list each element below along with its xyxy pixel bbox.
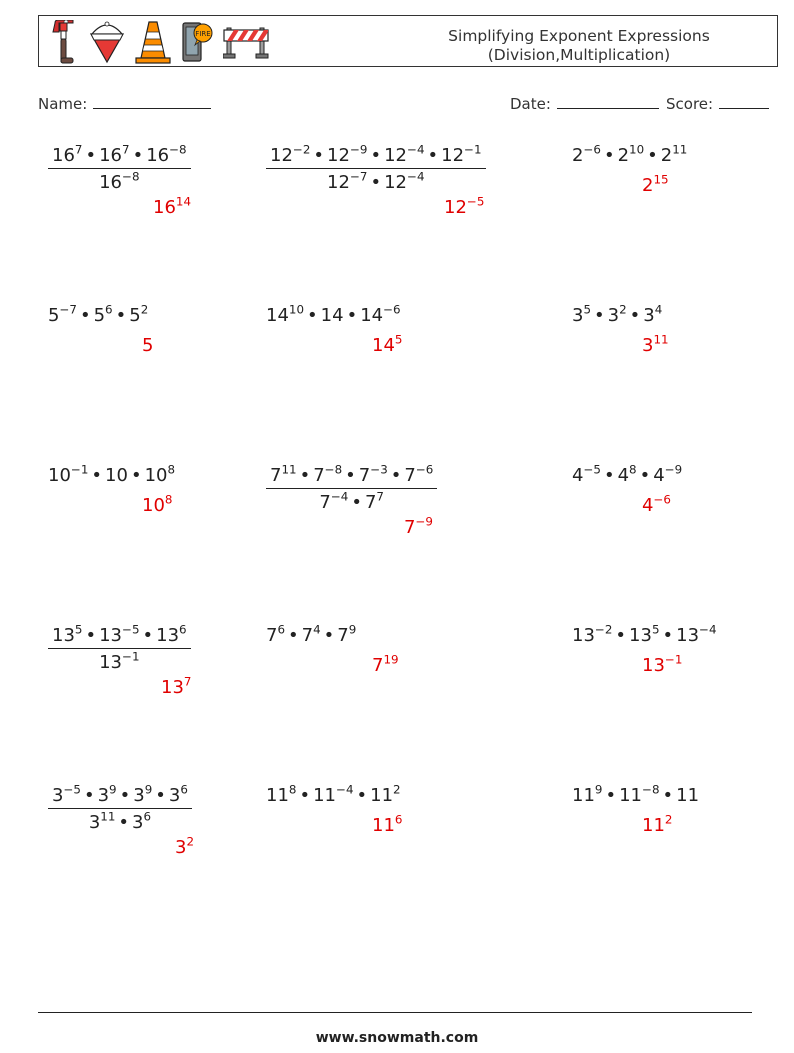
term-base: 3 — [132, 812, 144, 833]
term-base: 11 — [676, 785, 700, 806]
term-base: 13 — [642, 655, 665, 676]
term-exponent: −1 — [664, 652, 683, 667]
term-exponent: 2 — [186, 834, 195, 849]
header-icons — [49, 20, 269, 64]
term-base: 13 — [99, 652, 122, 673]
term-base: 3 — [175, 837, 187, 858]
term-base: 7 — [270, 465, 282, 486]
fire-badge-text: FIRE — [195, 30, 211, 38]
multiply-dot: • — [603, 465, 615, 486]
term-exponent: 14 — [175, 194, 192, 209]
multiply-dot: • — [615, 625, 627, 646]
term-base: 7 — [404, 465, 416, 486]
answer-12 — [642, 652, 683, 676]
answer-8 — [404, 514, 433, 538]
answer-11 — [372, 652, 399, 676]
term-exponent: −9 — [349, 142, 368, 157]
term-exponent: 8 — [629, 462, 637, 477]
term-base: 2 — [660, 145, 673, 166]
term-base: 3 — [643, 305, 655, 326]
multiply-dot: • — [79, 305, 91, 326]
fraction — [266, 142, 486, 193]
date-field[interactable] — [510, 94, 659, 113]
term-base: 13 — [676, 625, 700, 646]
footer-divider — [38, 1012, 752, 1013]
problem-3 — [572, 142, 688, 166]
term-base: 5 — [93, 305, 106, 326]
term-base: 11 — [370, 785, 394, 806]
term-base: 12 — [384, 172, 407, 193]
multiply-dot: • — [345, 465, 356, 486]
term-base: 14 — [372, 335, 395, 356]
answer-1 — [153, 194, 192, 218]
multiply-dot: • — [299, 785, 311, 806]
answer-7 — [142, 492, 173, 516]
term-base: 3 — [168, 785, 181, 806]
term-base: 7 — [301, 625, 314, 646]
term-exponent: 5 — [583, 302, 592, 317]
multiply-dot: • — [115, 305, 127, 326]
term-exponent: −7 — [349, 169, 368, 184]
problem-6 — [572, 302, 663, 326]
term-base: 5 — [129, 305, 141, 326]
term-base: 5 — [142, 335, 154, 356]
term-base: 7 — [313, 465, 325, 486]
term-exponent: 8 — [288, 782, 297, 797]
expression — [266, 302, 401, 326]
denominator — [48, 169, 191, 193]
term-exponent: −4 — [330, 489, 349, 504]
term-base: 10 — [105, 465, 128, 486]
term-exponent: −5 — [583, 462, 601, 477]
expression — [266, 782, 401, 806]
fraction — [266, 462, 437, 513]
term-base: 3 — [52, 785, 64, 806]
term-exponent: −2 — [292, 142, 311, 157]
term-base: 10 — [144, 465, 168, 486]
term-base: 12 — [441, 145, 465, 166]
multiply-dot: • — [85, 625, 97, 646]
term-exponent: 6 — [105, 302, 113, 317]
multiply-dot: • — [307, 305, 318, 326]
term-base: 12 — [444, 197, 467, 218]
answer-4 — [142, 335, 153, 356]
multiply-dot: • — [427, 145, 439, 166]
term-exponent: 4 — [654, 302, 663, 317]
term-exponent: −5 — [466, 194, 485, 209]
term-base: 11 — [266, 785, 289, 806]
score-label: Score: — [666, 95, 714, 113]
term-exponent: −8 — [169, 142, 187, 157]
term-exponent: −8 — [642, 782, 660, 797]
term-exponent: 5 — [394, 332, 403, 347]
term-exponent: −2 — [594, 622, 613, 637]
term-base: 16 — [99, 172, 122, 193]
term-base: 11 — [572, 785, 595, 806]
multiply-dot: • — [639, 465, 651, 486]
term-exponent: −5 — [63, 782, 81, 797]
score-blank[interactable] — [719, 94, 769, 109]
fire-axe-icon — [49, 20, 79, 64]
expression — [572, 782, 700, 806]
multiply-dot: • — [662, 625, 674, 646]
problem-5 — [266, 302, 401, 326]
answer-3 — [642, 172, 669, 196]
term-exponent: 11 — [653, 332, 669, 347]
term-base: 7 — [358, 465, 371, 486]
term-base: 7 — [266, 625, 278, 646]
expression — [48, 462, 176, 486]
term-base: 13 — [629, 625, 652, 646]
score-field[interactable] — [666, 94, 769, 113]
term-base: 5 — [48, 305, 60, 326]
problem-9 — [572, 462, 683, 486]
term-exponent: 9 — [594, 782, 603, 797]
problem-13 — [48, 782, 192, 833]
term-base: 16 — [99, 145, 122, 166]
date-label: Date: — [510, 95, 551, 113]
multiply-dot: • — [83, 785, 95, 806]
term-base: 7 — [372, 655, 384, 676]
term-exponent: 9 — [144, 782, 153, 797]
term-exponent: 2 — [393, 782, 401, 797]
term-exponent: −6 — [383, 302, 401, 317]
multiply-dot: • — [119, 785, 131, 806]
term-exponent: 8 — [164, 492, 173, 507]
title-line-1: Simplifying Exponent Expressions — [448, 27, 710, 45]
term-exponent: −6 — [653, 492, 671, 507]
name-label: Name: — [38, 95, 88, 113]
multiply-dot: • — [605, 785, 617, 806]
term-exponent: 11 — [100, 809, 116, 824]
term-base: 14 — [320, 305, 344, 326]
fire-bucket-icon — [89, 20, 125, 64]
term-base: 13 — [161, 677, 184, 698]
answer-13 — [175, 834, 195, 858]
term-exponent: 9 — [109, 782, 117, 797]
expression — [266, 622, 357, 646]
term-base: 4 — [642, 495, 654, 516]
term-exponent: −7 — [59, 302, 77, 317]
term-base: 2 — [572, 145, 584, 166]
term-exponent: 7 — [74, 142, 83, 157]
traffic-cone-icon — [135, 20, 171, 64]
denominator — [48, 809, 192, 833]
term-base: 16 — [153, 197, 176, 218]
expression — [572, 142, 688, 166]
multiply-dot: • — [390, 465, 402, 486]
term-exponent: 10 — [629, 142, 645, 157]
term-base: 16 — [52, 145, 75, 166]
multiply-dot: • — [85, 145, 97, 166]
problem-10 — [48, 622, 191, 673]
term-base: 10 — [142, 495, 165, 516]
expression — [572, 462, 683, 486]
name-blank[interactable] — [93, 94, 211, 109]
term-exponent: 6 — [179, 622, 187, 637]
term-exponent: −4 — [407, 169, 425, 184]
term-base: 7 — [404, 517, 416, 538]
term-base: 7 — [337, 625, 349, 646]
problem-12 — [572, 622, 717, 646]
worksheet-title — [379, 27, 779, 65]
title-line-2: (Division,Multiplication) — [487, 46, 671, 64]
term-exponent: 6 — [143, 809, 152, 824]
term-exponent: −9 — [664, 462, 683, 477]
term-base: 12 — [327, 172, 350, 193]
multiply-dot: • — [118, 812, 130, 833]
term-exponent: 5 — [651, 622, 660, 637]
multiply-dot: • — [299, 465, 311, 486]
multiply-dot: • — [132, 145, 144, 166]
numerator — [48, 142, 191, 169]
answer-5 — [372, 332, 403, 356]
fraction — [48, 782, 192, 833]
answer-10 — [161, 674, 192, 698]
multiply-dot: • — [323, 625, 335, 646]
term-base: 13 — [156, 625, 180, 646]
term-base: 11 — [619, 785, 642, 806]
multiply-dot: • — [594, 305, 605, 326]
term-exponent: −9 — [415, 514, 433, 529]
fraction — [48, 622, 191, 673]
term-exponent: −1 — [464, 142, 482, 157]
multiply-dot: • — [629, 305, 641, 326]
term-exponent: −5 — [122, 622, 140, 637]
term-exponent: 11 — [281, 462, 297, 477]
footer-url: www.snowmath.com — [315, 1030, 479, 1046]
term-base: 14 — [360, 305, 384, 326]
term-exponent: 2 — [140, 302, 149, 317]
term-base: 7 — [364, 492, 377, 513]
multiply-dot: • — [288, 625, 299, 646]
term-exponent: 10 — [288, 302, 305, 317]
term-exponent: 6 — [394, 812, 403, 827]
term-base: 12 — [327, 145, 350, 166]
term-exponent: 5 — [74, 622, 83, 637]
expression — [572, 622, 717, 646]
term-exponent: 8 — [167, 462, 176, 477]
answer-9 — [642, 492, 671, 516]
term-base: 14 — [266, 305, 289, 326]
term-base: 12 — [270, 145, 293, 166]
term-exponent: −3 — [370, 462, 388, 477]
term-exponent: 2 — [664, 812, 673, 827]
term-base: 4 — [653, 465, 665, 486]
term-base: 3 — [97, 785, 110, 806]
term-base: 11 — [372, 815, 395, 836]
expression — [572, 302, 663, 326]
multiply-dot: • — [370, 172, 382, 193]
term-exponent: −4 — [699, 622, 717, 637]
term-base: 3 — [642, 335, 654, 356]
multiply-dot: • — [356, 785, 368, 806]
multiply-dot: • — [142, 625, 154, 646]
term-base: 3 — [572, 305, 584, 326]
answer-15 — [642, 812, 673, 836]
term-exponent: 9 — [348, 622, 357, 637]
term-base: 11 — [642, 815, 665, 836]
term-exponent: 6 — [180, 782, 188, 797]
term-base: 3 — [88, 812, 101, 833]
multiply-dot: • — [662, 785, 674, 806]
expression — [48, 302, 149, 326]
term-base: 4 — [572, 465, 584, 486]
multiply-dot: • — [647, 145, 658, 166]
multiply-dot: • — [91, 465, 103, 486]
denominator — [266, 169, 486, 193]
worksheet-header — [38, 15, 778, 67]
term-exponent: 7 — [183, 674, 192, 689]
term-base: 13 — [572, 625, 595, 646]
problem-15 — [572, 782, 700, 806]
term-base: 10 — [48, 465, 71, 486]
term-exponent: 7 — [122, 142, 130, 157]
multiply-dot: • — [346, 305, 358, 326]
term-exponent: 7 — [376, 489, 384, 504]
numerator — [48, 622, 191, 649]
term-exponent: −6 — [415, 462, 434, 477]
fire-alarm-phone-icon — [181, 20, 213, 64]
term-base: 4 — [617, 465, 630, 486]
answer-2 — [444, 194, 485, 218]
denominator — [266, 489, 437, 513]
term-base: 13 — [99, 625, 122, 646]
term-exponent: 11 — [672, 142, 688, 157]
multiply-dot: • — [130, 465, 142, 486]
date-blank[interactable] — [557, 94, 659, 109]
term-base: 7 — [319, 492, 331, 513]
answer-6 — [642, 332, 669, 356]
numerator — [266, 142, 486, 169]
multiply-dot: • — [370, 145, 382, 166]
term-base: 2 — [617, 145, 630, 166]
multiply-dot: • — [603, 145, 615, 166]
term-exponent: −1 — [70, 462, 89, 477]
term-exponent: −8 — [122, 169, 140, 184]
multiply-dot: • — [155, 785, 166, 806]
term-exponent: 15 — [653, 172, 669, 187]
term-base: 3 — [133, 785, 145, 806]
road-barrier-icon — [223, 20, 269, 64]
term-exponent: −1 — [122, 649, 140, 664]
answer-14 — [372, 812, 403, 836]
term-exponent: −4 — [336, 782, 354, 797]
name-field[interactable] — [38, 94, 211, 113]
term-base: 2 — [642, 175, 654, 196]
problem-2 — [266, 142, 486, 193]
fraction — [48, 142, 191, 193]
term-exponent: 2 — [619, 302, 627, 317]
term-exponent: 6 — [277, 622, 286, 637]
term-exponent: −6 — [583, 142, 601, 157]
problem-11 — [266, 622, 357, 646]
problem-14 — [266, 782, 401, 806]
denominator — [48, 649, 191, 673]
term-base: 11 — [313, 785, 336, 806]
problem-7 — [48, 462, 176, 486]
problem-4 — [48, 302, 149, 326]
term-base: 13 — [52, 625, 75, 646]
term-exponent: 4 — [313, 622, 321, 637]
multiply-dot: • — [351, 492, 362, 513]
term-base: 12 — [384, 145, 407, 166]
term-base: 3 — [607, 305, 620, 326]
numerator — [266, 462, 437, 489]
numerator — [48, 782, 192, 809]
problem-1 — [48, 142, 191, 193]
term-exponent: −8 — [324, 462, 343, 477]
term-exponent: −4 — [407, 142, 425, 157]
multiply-dot: • — [313, 145, 325, 166]
term-base: 16 — [146, 145, 170, 166]
problem-8 — [266, 462, 437, 513]
term-exponent: 19 — [383, 652, 399, 667]
